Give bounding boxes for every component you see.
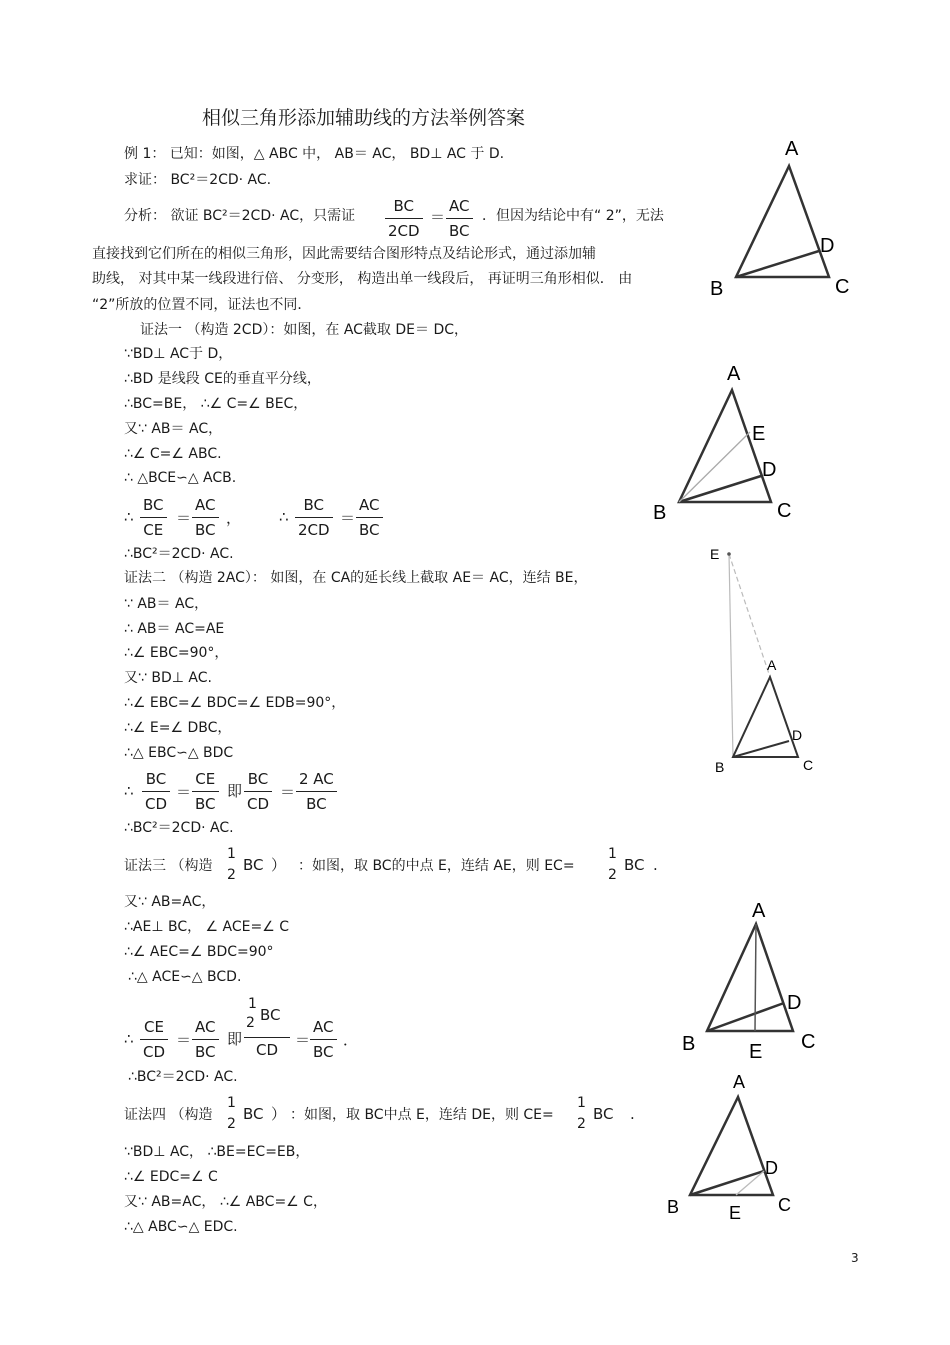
segment-ae: [755, 924, 756, 1031]
label-b: B: [682, 1033, 696, 1055]
example-statement: 例 1： 已知：如图，△ ABC 中， AB＝ AC， BD⊥ AC 于 D.: [124, 146, 505, 162]
ji-word: 即: [227, 1030, 243, 1048]
method2-step: ∴△ EBC∽△ BDC: [124, 745, 234, 761]
method3-step: ∴△ ACE∽△ BCD.: [128, 969, 242, 985]
period: .: [630, 1105, 635, 1123]
label-c: C: [777, 500, 792, 522]
method3-conclusion: ∴BC²＝2CD· AC.: [128, 1069, 238, 1085]
label-c: C: [803, 757, 814, 773]
half-bc-text: BC: [593, 1105, 614, 1123]
denominator: 2CD: [388, 222, 420, 240]
ji-word: 即: [227, 782, 243, 800]
denominator: 2: [608, 867, 617, 883]
label-d: D: [820, 235, 835, 257]
denominator: CD: [143, 1043, 166, 1061]
numerator: 1: [227, 1095, 236, 1111]
numerator: BC: [303, 496, 325, 514]
fraction-bc-over-2cd: [385, 197, 423, 240]
equals-sign: ＝: [176, 509, 192, 527]
therefore-symbol: ∴: [124, 1030, 134, 1048]
denominator: BC: [313, 1043, 334, 1061]
denominator: BC: [359, 521, 380, 539]
fraction-ac-over-bc: [356, 496, 383, 539]
numerator: 1: [577, 1095, 586, 1111]
method1-step: ∴BC=BE， ∴∠ C=∠ BEC，: [124, 396, 308, 412]
numerator: 2 AC: [299, 770, 334, 788]
fraction-one-half: [605, 846, 620, 884]
segment-eb: [729, 554, 733, 757]
point-e: [727, 552, 731, 556]
figure-3-triangle: [700, 540, 830, 780]
triangle-abc: [736, 166, 829, 277]
method2-step: ∴ AB＝ AC=AE: [124, 621, 225, 637]
label-d: D: [762, 459, 777, 481]
fraction-ac-over-bc: [192, 496, 219, 539]
equals-sign: ＝: [176, 1031, 192, 1049]
page-title: 相似三角形添加辅助线的方法举例答案: [202, 107, 526, 129]
numerator: CE: [195, 770, 216, 788]
numerator: AC: [195, 496, 216, 514]
denominator: 2: [227, 1116, 236, 1132]
numerator: AC: [449, 197, 470, 215]
method1-step: ∵BD⊥ AC于 D，: [124, 346, 233, 362]
fraction-bc-over-2cd: [295, 496, 333, 539]
label-d: D: [792, 727, 803, 743]
segment-bd: [736, 251, 819, 277]
method3-step: 又∵ AB=AC，: [124, 894, 216, 910]
method1-step: ∴ △BCE∽△ ACB.: [124, 470, 237, 486]
numerator: BC: [145, 770, 167, 788]
method2-step: 又∵ BD⊥ AC.: [124, 670, 212, 686]
numerator: 1: [227, 846, 236, 862]
analysis-line-3: 助线， 对其中某一线段进行倍、 分变形， 构造出单一线段后， 再证明三角形相似． 由: [92, 271, 633, 287]
method4-step: ∵BD⊥ AC， ∴BE=EC=EB，: [124, 1144, 310, 1160]
therefore-symbol: ∴: [124, 782, 134, 800]
label-b: B: [667, 1197, 680, 1217]
method2-conclusion: ∴BC²＝2CD· AC.: [124, 820, 234, 836]
method1-conclusion: ∴BC²＝2CD· AC.: [124, 546, 234, 562]
therefore-symbol: ∴: [124, 508, 134, 526]
fraction-2ac-over-bc: [296, 770, 337, 813]
method3-heading-a: 证法三 （构造: [124, 858, 213, 874]
segment-ea: [729, 554, 770, 677]
method2-step: ∵ AB＝ AC，: [124, 596, 209, 612]
label-a: A: [752, 900, 766, 922]
label-c: C: [801, 1031, 816, 1053]
denominator: BC: [449, 222, 470, 240]
denominator: BC: [195, 795, 216, 813]
denominator: 2CD: [298, 521, 330, 539]
numerator: BC: [143, 496, 164, 514]
label-a: A: [785, 138, 799, 160]
numerator: BC: [393, 197, 415, 215]
fraction-ac-over-bc: [310, 1018, 337, 1061]
close-paren: ）: [271, 856, 287, 874]
equals-sign: ＝: [430, 208, 446, 226]
method2-step: ∴∠ EBC=90°，: [124, 645, 229, 661]
fraction-one-half: [224, 1095, 239, 1133]
method4-step: 又∵ AB=AC， ∴∠ ABC=∠ C，: [124, 1194, 327, 1210]
fraction-ce-over-cd: [140, 1018, 168, 1061]
label-e: E: [749, 1041, 763, 1063]
method3-heading-b: ：如图，取 BC的中点 E，连结 AE，则 EC=: [298, 858, 575, 874]
figure-4-triangle: [675, 895, 825, 1065]
analysis-line-4: “2”所放的位置不同，证法也不同．: [92, 297, 312, 313]
fraction-ac-over-bc: [192, 1018, 219, 1061]
label-e: E: [729, 1203, 742, 1223]
label-b: B: [710, 278, 724, 300]
method3-step: ∴AE⊥ BC， ∠ ACE=∠ C: [124, 919, 290, 935]
label-a: A: [733, 1072, 746, 1092]
numerator: 1: [608, 846, 617, 862]
equals-sign: ＝: [295, 1031, 311, 1049]
denominator-cd: CD: [255, 1041, 279, 1059]
triangle-abc: [679, 390, 771, 502]
nested-fraction-half-bc-over-cd: [244, 996, 290, 1059]
half-bc-text: BC: [243, 1105, 264, 1123]
method1-step: 又∵ AB＝ AC，: [124, 421, 223, 437]
method4-step: ∴∠ EDC=∠ C: [124, 1169, 218, 1185]
comma: ，: [226, 509, 242, 527]
figure-1-triangle: [700, 130, 870, 300]
denominator: CD: [247, 795, 270, 813]
denominator: CE: [143, 521, 164, 539]
numerator: CE: [144, 1018, 164, 1036]
fraction-ac-over-bc: [446, 197, 473, 240]
method4-heading-b: ：如图，取 BC中点 E，连结 DE，则 CE=: [290, 1107, 554, 1123]
method1-step: ∴∠ C=∠ ABC.: [124, 446, 222, 462]
fraction-bc-over-cd: [244, 770, 272, 813]
denominator: BC: [306, 795, 327, 813]
denominator: 2: [577, 1116, 586, 1132]
close-paren: ）: [271, 1105, 287, 1123]
denominator: BC: [195, 521, 216, 539]
label-e: E: [710, 546, 720, 562]
numerator: BC: [247, 770, 269, 788]
fraction-one-half: [224, 846, 239, 884]
label-c: C: [835, 276, 850, 298]
fraction-ce-over-bc: [192, 770, 219, 813]
label-a: A: [767, 657, 777, 673]
fraction-bc-over-cd: [142, 770, 170, 813]
numerator: AC: [359, 496, 380, 514]
method2-step: ∴∠ EBC=∠ BDC=∠ EDB=90°，: [124, 695, 346, 711]
equals-sign: ＝: [280, 783, 296, 801]
fraction-one-half: [574, 1095, 589, 1133]
method1-heading: 证法一 （构造 2CD）：如图，在 AC截取 DE＝ DC，: [140, 322, 469, 338]
segment-bd: [733, 741, 789, 757]
method2-heading: 证法二 （构造 2AC）： 如图，在 CA的延长线上截取 AE＝ AC，连结 BE，: [124, 570, 588, 586]
half-bc-text: BC: [243, 856, 264, 874]
page-number: 3: [851, 1251, 859, 1265]
therefore-symbol: ∴: [279, 508, 289, 526]
triangle-abc: [733, 677, 798, 757]
method4-heading-a: 证法四 （构造: [124, 1107, 213, 1123]
analysis-line-1a: 分析： 欲证 BC²＝2CD· AC，只需证: [124, 208, 356, 224]
fraction-bc-over-ce: [140, 496, 167, 539]
figure-5-triangle: [660, 1068, 810, 1228]
method4-step: ∴△ ABC∽△ EDC.: [124, 1219, 238, 1235]
label-b: B: [715, 759, 725, 775]
label-b: B: [653, 502, 667, 524]
analysis-line-2: 直接找到它们所在的相似三角形，因此需要结合图形特点及结论形式，通过添加辅: [92, 246, 596, 262]
denominator: 2: [246, 1015, 255, 1031]
prove-statement: 求证： BC²＝2CD· AC.: [124, 172, 272, 188]
numerator-bc: BC: [260, 1006, 281, 1024]
equals-sign: ＝: [340, 509, 356, 527]
period: ．: [343, 1031, 359, 1049]
equals-sign: ＝: [176, 783, 192, 801]
label-d: D: [765, 1158, 778, 1178]
denominator: 2: [227, 867, 236, 883]
method1-step: ∴BD 是线段 CE的垂直平分线，: [124, 371, 321, 387]
period: .: [653, 856, 658, 874]
label-c: C: [778, 1195, 791, 1215]
numerator: AC: [313, 1018, 334, 1036]
label-d: D: [787, 992, 802, 1014]
numerator: AC: [195, 1018, 216, 1036]
half-bc-text: BC: [624, 856, 645, 874]
method3-step: ∴∠ AEC=∠ BDC=90°: [124, 944, 274, 960]
numerator: 1: [248, 996, 257, 1012]
label-a: A: [727, 363, 741, 385]
analysis-line-1b: ．但因为结论中有“ 2”，无法: [482, 208, 664, 224]
label-e: E: [752, 423, 766, 445]
method2-step: ∴∠ E=∠ DBC，: [124, 720, 232, 736]
denominator: CD: [145, 795, 168, 813]
denominator: BC: [195, 1043, 216, 1061]
figure-2-triangle: [650, 358, 810, 528]
